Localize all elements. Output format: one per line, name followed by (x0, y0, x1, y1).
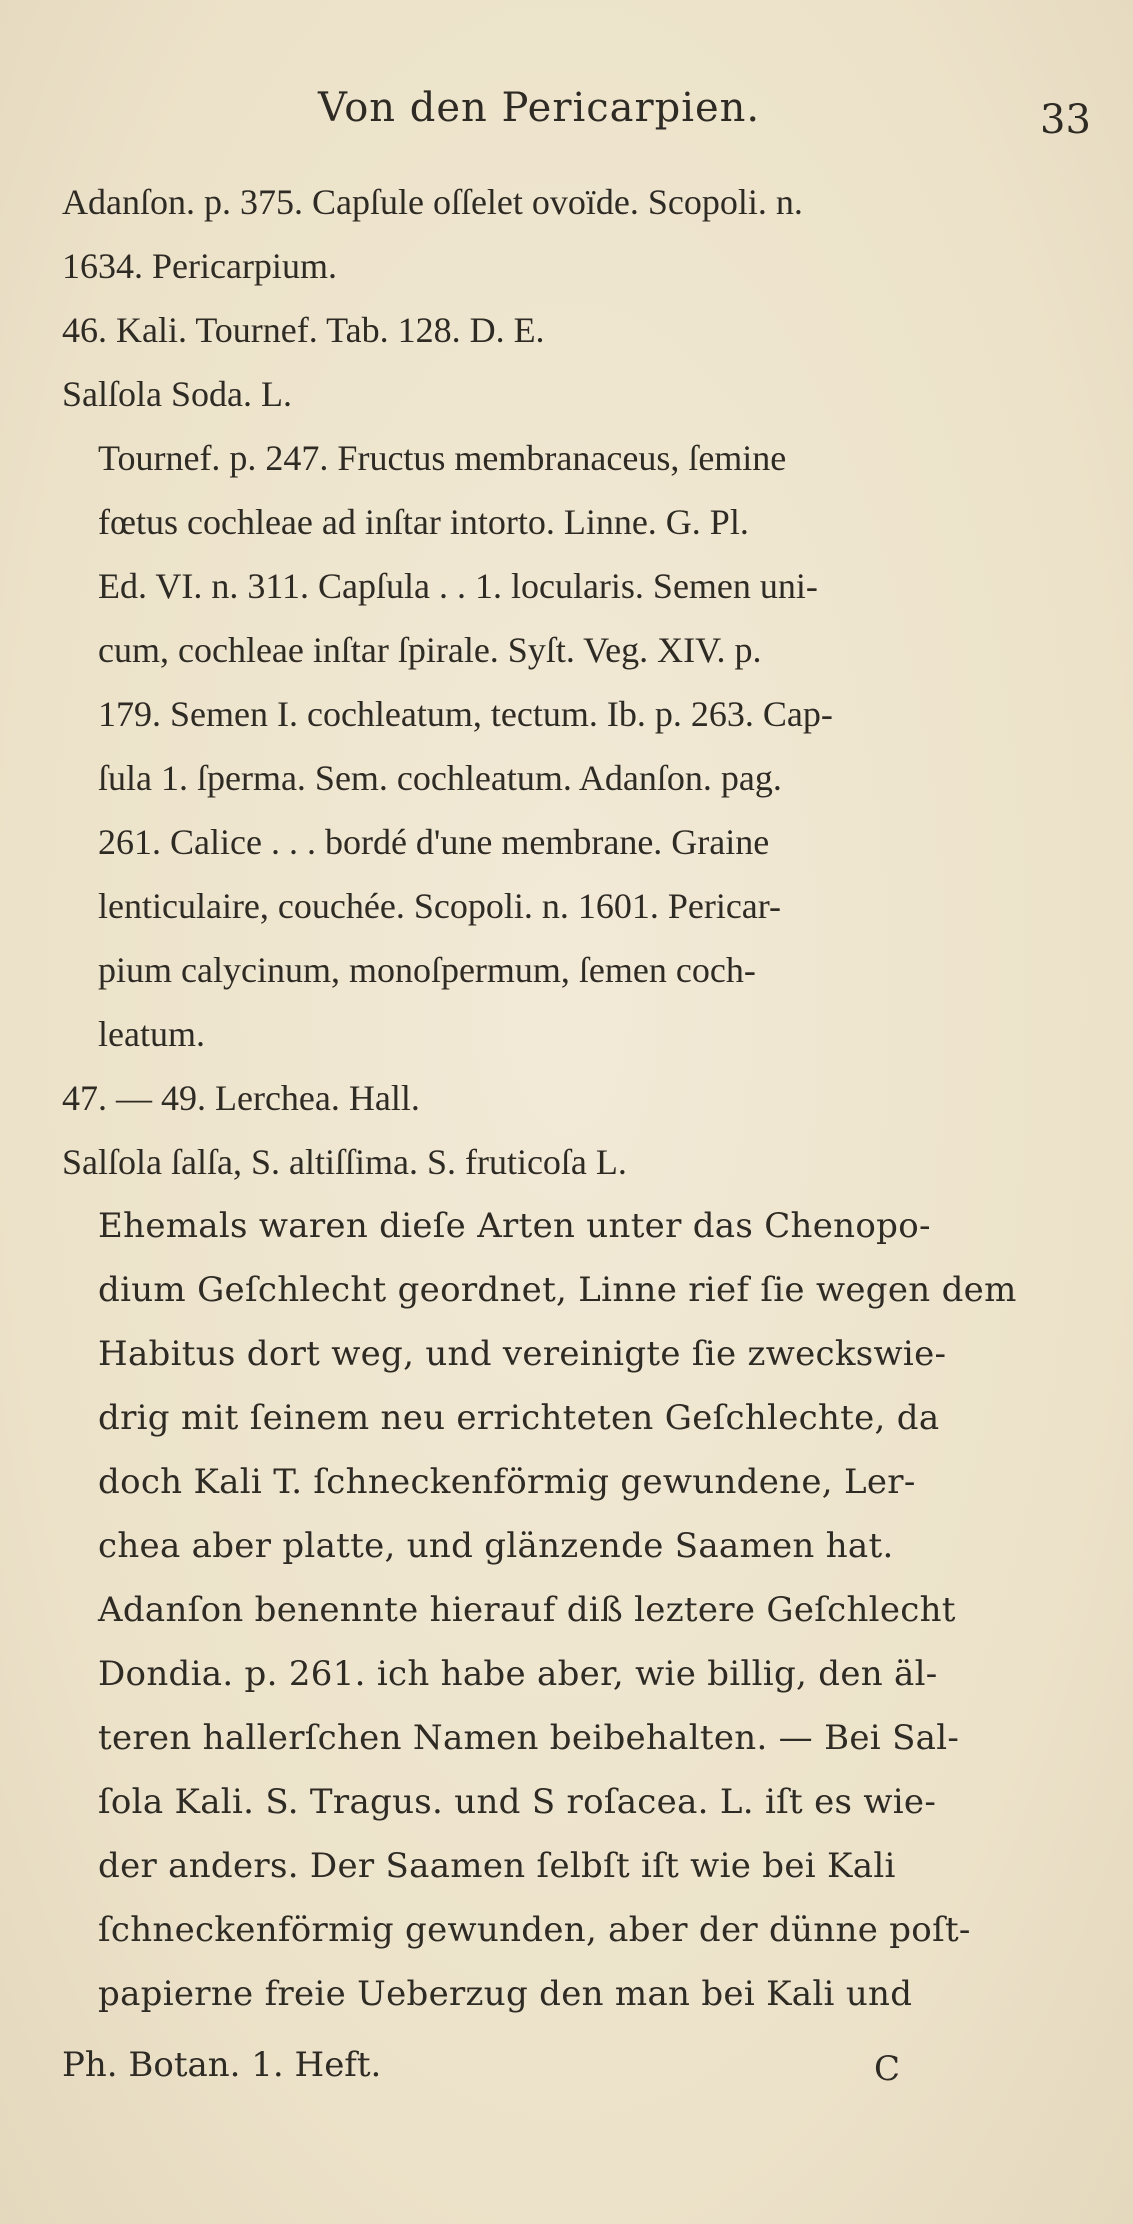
text-line: Salſola ſalſa, S. altiſſima. S. fruticoſa L. (62, 1142, 627, 1182)
text-line: Adanſon benennte hierauf diß leztere Geſchlecht (98, 1590, 956, 1630)
signature-mark: C (874, 2049, 901, 2089)
text-line: pium calycinum, monoſpermum, ſemen coch- (98, 950, 756, 990)
text-line: Ehemals waren dieſe Arten unter das Chenopo- (98, 1206, 931, 1246)
text-line: Adanſon. p. 375. Capſule oſſelet ovoïde. Scopoli. n. (62, 182, 803, 222)
text-line: Tournef. p. 247. Fructus membranaceus, ſemine (98, 438, 787, 478)
text-line: teren hallerſchen Namen beibehalten. — Bei Sal- (98, 1718, 960, 1758)
text-line: fœtus cochleae ad inſtar intorto. Linne. G. Pl. (98, 502, 749, 542)
text-line: leatum. (98, 1014, 205, 1054)
volume-label: Ph. Botan. 1. Heft. (62, 2045, 382, 2085)
text-line: der anders. Der Saamen ſelbſt iſt wie bei Kali (98, 1846, 896, 1886)
running-title: Von den Pericarpien. (318, 85, 761, 131)
page-number: 33 (1040, 97, 1091, 143)
text-line: ſola Kali. S. Tragus. und S roſacea. L. iſt es wie- (98, 1782, 937, 1822)
text-line: Ed. VI. n. 311. Capſula . . 1. locularis. Semen uni- (98, 566, 818, 606)
entry-heading: 47. — 49. Lerchea. Hall. (62, 1078, 420, 1118)
text-line: 261. Calice . . . bordé d'une membrane. Graine (98, 822, 770, 862)
text-line: dium Geſchlecht geordnet, Linne rief ſie wegen dem (98, 1270, 1017, 1310)
running-header (0, 75, 1133, 143)
text-line: lenticulaire, couchée. Scopoli. n. 1601. Pericar- (98, 886, 782, 926)
entry-heading: 46. Kali. Tournef. Tab. 128. D. E. (62, 310, 545, 350)
body-text (62, 170, 1092, 2026)
text-line: Dondia. p. 261. ich habe aber, wie billig, den äl- (98, 1654, 938, 1694)
text-line: 1634. Pericarpium. (62, 246, 337, 286)
text-line: ſula 1. ſperma. Sem. cochleatum. Adanſon. pag. (98, 758, 782, 798)
text-line: ſchneckenförmig gewunden, aber der dünne poſt- (98, 1910, 971, 1950)
text-line: Habitus dort weg, und vereinigte ſie zweckswie- (98, 1334, 947, 1374)
page-footer (62, 2045, 1092, 2105)
text-line: 179. Semen I. cochleatum, tectum. Ib. p. 263. Cap- (98, 694, 833, 734)
text-line: chea aber platte, und glänzende Saamen hat. (98, 1526, 894, 1566)
text-line: cum, cochleae inſtar ſpirale. Syſt. Veg. XIV. p. (98, 630, 762, 670)
text-line: drig mit ſeinem neu errichteten Geſchlechte, da (98, 1398, 940, 1438)
text-line: papierne freie Ueberzug den man bei Kali und (98, 1974, 913, 2014)
text-line: doch Kali T. ſchneckenförmig gewundene, Ler- (98, 1462, 916, 1502)
text-line: Salſola Soda. L. (62, 374, 292, 414)
